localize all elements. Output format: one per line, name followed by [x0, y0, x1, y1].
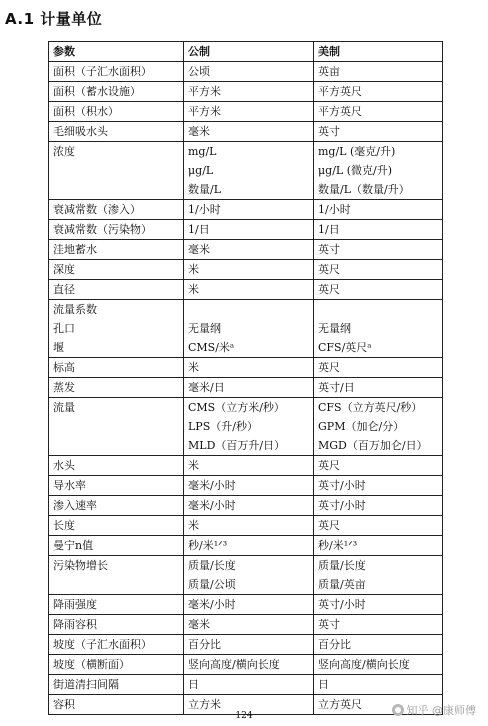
cell-us: [314, 398, 443, 456]
cell-parameter: [49, 536, 184, 556]
cell-line: 曼宁n值: [53, 539, 94, 552]
table-body: [49, 62, 443, 715]
cell-parameter: [49, 675, 184, 695]
header-parameter: 参数: [49, 42, 184, 62]
cell-line: 百分比: [318, 638, 351, 651]
cell-line: 浓度: [53, 145, 75, 158]
cell-line: 导水率: [53, 479, 86, 492]
cell-parameter: [49, 62, 184, 82]
cell-line: 数量/L（数量/升）: [318, 183, 410, 196]
cell-line: 毫米/小时: [188, 598, 236, 611]
cell-us: [314, 496, 443, 516]
cell-metric: [184, 476, 314, 496]
cell-line: 降雨强度: [53, 598, 97, 611]
cell-line: 无量纲: [188, 322, 221, 335]
cell-parameter: [49, 260, 184, 280]
table-row: [49, 655, 443, 675]
cell-line: [188, 300, 309, 319]
cell-metric: [184, 536, 314, 556]
cell-line: 直径: [53, 283, 75, 296]
cell-parameter: [49, 615, 184, 635]
cell-metric: [184, 516, 314, 536]
cell-line: 米: [188, 459, 199, 472]
cell-us: [314, 595, 443, 615]
cell-parameter: [49, 378, 184, 398]
cell-us: [314, 536, 443, 556]
table-row: [49, 456, 443, 476]
cell-line: 水头: [53, 459, 75, 472]
cell-line: 1/日: [188, 223, 210, 236]
cell-line: 毫米: [188, 618, 210, 631]
cell-metric: [184, 200, 314, 220]
cell-us: [314, 300, 443, 358]
cell-metric: [184, 280, 314, 300]
avatar-icon: [392, 704, 404, 716]
cell-line: 米: [188, 519, 199, 532]
cell-metric: [184, 398, 314, 456]
cell-line: 平方英尺: [318, 85, 362, 98]
cell-parameter: [49, 220, 184, 240]
cell-metric: [184, 358, 314, 378]
cell-line: 降雨容积: [53, 618, 97, 631]
table-row: [49, 122, 443, 142]
cell-line: 1/小时: [188, 203, 221, 216]
table-row: [49, 615, 443, 635]
cell-metric: [184, 378, 314, 398]
table-row: [49, 240, 443, 260]
cell-metric: [184, 675, 314, 695]
cell-metric: [184, 142, 314, 200]
cell-line: 英尺: [318, 361, 340, 374]
header-us: 美制: [314, 42, 443, 62]
table-row: [49, 260, 443, 280]
table-row: [49, 556, 443, 595]
cell-us: [314, 280, 443, 300]
cell-line: 英尺: [318, 519, 340, 532]
cell-line: 质量/长度: [188, 559, 236, 572]
cell-line: 米: [188, 263, 199, 276]
cell-line: 质量/英亩: [318, 578, 366, 591]
cell-parameter: [49, 240, 184, 260]
cell-us: [314, 635, 443, 655]
cell-line: μg/L (微克/升): [318, 164, 392, 177]
cell-parameter: [49, 398, 184, 456]
header-metric: 公制: [184, 42, 314, 62]
cell-line: CMS/米ᵃ: [188, 341, 235, 354]
cell-line: 英尺: [318, 263, 340, 276]
cell-line: 英寸/小时: [318, 598, 366, 611]
cell-us: [314, 102, 443, 122]
cell-us: [314, 675, 443, 695]
cell-metric: [184, 260, 314, 280]
cell-line: 数量/L: [188, 183, 222, 196]
cell-line: 面积（子汇水面积）: [53, 65, 152, 78]
cell-line: 平方英尺: [318, 105, 362, 118]
cell-line: 英寸: [318, 243, 340, 256]
table-row: [49, 142, 443, 200]
cell-line: 毫米: [188, 243, 210, 256]
table-row: [49, 300, 443, 358]
cell-line: 日: [188, 678, 199, 691]
cell-parameter: [49, 456, 184, 476]
watermark-text: 知乎 @康师傅: [406, 704, 476, 717]
cell-parameter: [49, 595, 184, 615]
units-table: [48, 41, 443, 715]
cell-line: GPM（加仑/分）: [318, 420, 405, 433]
cell-line: 毫米: [188, 125, 210, 138]
cell-us: [314, 456, 443, 476]
cell-line: 平方米: [188, 85, 221, 98]
cell-line: 孔口: [53, 322, 75, 335]
cell-us: [314, 82, 443, 102]
table-row: [49, 358, 443, 378]
cell-line: 长度: [53, 519, 75, 532]
cell-line: 英尺: [318, 283, 340, 296]
cell-line: 米: [188, 361, 199, 374]
table-row: [49, 516, 443, 536]
cell-line: 质量/长度: [318, 559, 366, 572]
cell-us: [314, 200, 443, 220]
cell-metric: [184, 496, 314, 516]
cell-line: 英寸/日: [318, 381, 355, 394]
cell-line: 立方英尺: [318, 698, 362, 711]
table-row: [49, 82, 443, 102]
cell-line: 面积（蓄水设施）: [53, 85, 141, 98]
cell-line: [318, 300, 438, 319]
cell-parameter: [49, 102, 184, 122]
cell-line: 百分比: [188, 638, 221, 651]
cell-line: 毫米/小时: [188, 479, 236, 492]
cell-us: [314, 556, 443, 595]
cell-parameter: [49, 358, 184, 378]
cell-line: CFS/英尺ᵃ: [318, 341, 372, 354]
cell-parameter: [49, 280, 184, 300]
cell-line: 面积（积水）: [53, 105, 119, 118]
table-row: [49, 476, 443, 496]
cell-line: 流量系数: [53, 303, 97, 316]
cell-line: mg/L (毫克/升): [318, 145, 396, 158]
cell-parameter: [49, 82, 184, 102]
cell-parameter: [49, 200, 184, 220]
cell-metric: [184, 62, 314, 82]
cell-metric: [184, 456, 314, 476]
cell-metric: [184, 615, 314, 635]
cell-line: 立方米: [188, 698, 221, 711]
cell-line: μg/L: [188, 164, 214, 177]
cell-line: 洼地蓄水: [53, 243, 97, 256]
cell-line: 容积: [53, 698, 75, 711]
table-row: [49, 102, 443, 122]
table-row: [49, 220, 443, 240]
cell-metric: [184, 300, 314, 358]
cell-metric: [184, 635, 314, 655]
cell-line: 流量: [53, 401, 75, 414]
page-number: 124: [235, 711, 253, 721]
cell-line: LPS（升/秒）: [188, 420, 258, 433]
cell-us: [314, 516, 443, 536]
cell-line: 坡度（子汇水面积）: [53, 638, 152, 651]
table-row: [49, 378, 443, 398]
cell-parameter: [49, 635, 184, 655]
cell-us: [314, 240, 443, 260]
table-row: [49, 675, 443, 695]
cell-us: [314, 220, 443, 240]
cell-line: 深度: [53, 263, 75, 276]
cell-parameter: [49, 496, 184, 516]
cell-line: 堰: [53, 341, 64, 354]
cell-line: 无量纲: [318, 322, 351, 335]
cell-us: [314, 655, 443, 675]
cell-line: 米: [188, 283, 199, 296]
cell-line: 蒸发: [53, 381, 75, 394]
cell-parameter: [49, 142, 184, 200]
cell-parameter: [49, 556, 184, 595]
cell-line: 毛细吸水头: [53, 125, 108, 138]
cell-metric: [184, 595, 314, 615]
cell-line: MGD（百万加仑/日）: [318, 439, 428, 452]
cell-line: 1/小时: [318, 203, 351, 216]
cell-metric: [184, 82, 314, 102]
table-row: [49, 635, 443, 655]
cell-line: 日: [318, 678, 329, 691]
cell-metric: [184, 122, 314, 142]
cell-line: 英寸/小时: [318, 499, 366, 512]
cell-line: 街道清扫间隔: [53, 678, 119, 691]
cell-line: 竖向高度/横向长度: [318, 658, 410, 671]
cell-us: [314, 358, 443, 378]
cell-line: 秒/米¹ᐟ³: [188, 539, 228, 552]
cell-us: [314, 615, 443, 635]
cell-parameter: [49, 516, 184, 536]
cell-metric: [184, 556, 314, 595]
cell-parameter: [49, 300, 184, 358]
cell-line: 质量/公顷: [188, 578, 236, 591]
cell-metric: [184, 220, 314, 240]
cell-line: MLD（百万升/日）: [188, 439, 286, 452]
watermark: [392, 702, 477, 718]
cell-line: 竖向高度/横向长度: [188, 658, 280, 671]
table-row: [49, 62, 443, 82]
table-row: [49, 398, 443, 456]
cell-line: 英寸: [318, 618, 340, 631]
cell-line: 坡度（横断面）: [53, 658, 130, 671]
cell-line: 衰减常数（渗入）: [53, 203, 141, 216]
table-header-row: [49, 42, 443, 62]
cell-us: [314, 142, 443, 200]
cell-parameter: [49, 476, 184, 496]
cell-metric: [184, 240, 314, 260]
cell-line: 渗入速率: [53, 499, 97, 512]
cell-us: [314, 476, 443, 496]
section-title: A.1 计量单位: [5, 10, 103, 28]
cell-line: 英尺: [318, 459, 340, 472]
cell-line: 英寸: [318, 125, 340, 138]
cell-line: 标高: [53, 361, 75, 374]
cell-line: 污染物增长: [53, 559, 108, 572]
cell-line: 毫米/日: [188, 381, 225, 394]
cell-us: [314, 122, 443, 142]
cell-line: 公顷: [188, 65, 210, 78]
cell-us: [314, 378, 443, 398]
table-row: [49, 536, 443, 556]
table-row: [49, 496, 443, 516]
cell-line: 衰减常数（污染物）: [53, 223, 152, 236]
cell-line: 平方米: [188, 105, 221, 118]
table-row: [49, 595, 443, 615]
cell-line: 英亩: [318, 65, 340, 78]
cell-line: CFS（立方英尺/秒）: [318, 401, 423, 414]
cell-line: mg/L: [188, 145, 217, 158]
cell-us: [314, 260, 443, 280]
cell-metric: [184, 102, 314, 122]
table-row: [49, 280, 443, 300]
cell-metric: [184, 655, 314, 675]
cell-line: 秒/米¹ᐟ³: [318, 539, 358, 552]
table-row: [49, 200, 443, 220]
cell-parameter: [49, 655, 184, 675]
cell-line: 毫米/小时: [188, 499, 236, 512]
cell-us: [314, 62, 443, 82]
cell-line: 1/日: [318, 223, 340, 236]
cell-line: CMS（立方米/秒）: [188, 401, 285, 414]
cell-line: 英寸/小时: [318, 479, 366, 492]
cell-parameter: [49, 122, 184, 142]
